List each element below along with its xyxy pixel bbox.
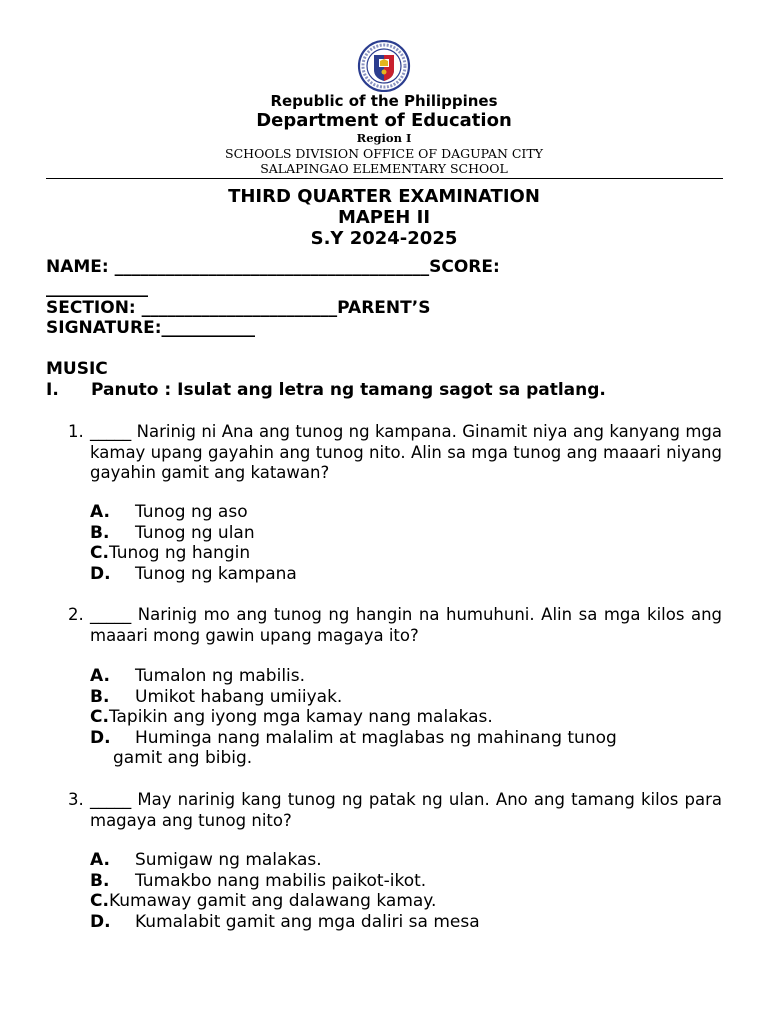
choice-letter: B. xyxy=(90,871,110,891)
section-label: SECTION: xyxy=(46,298,142,318)
choice-text: Umikot habang umiiyak. xyxy=(135,687,343,707)
instruction-text: Panuto : Isulat ang letra ng tamang sagot sa patlang. xyxy=(91,380,606,400)
choice-2d xyxy=(90,728,617,748)
choice-2a xyxy=(90,666,305,686)
signature-blank[interactable]: ___________ xyxy=(161,318,255,338)
name-blank[interactable]: _____________________________________ xyxy=(114,257,430,277)
choice-text: Tunog ng kampana xyxy=(135,564,297,584)
question-1 xyxy=(68,422,722,484)
choice-2c xyxy=(90,707,493,727)
choice-letter: A. xyxy=(90,850,110,870)
choice-2d-continuation: gamit ang bibig. xyxy=(113,748,253,768)
header-divider xyxy=(46,178,723,179)
signature-label: SIGNATURE: xyxy=(46,318,162,338)
choice-3c xyxy=(90,891,436,911)
choice-letter: B. xyxy=(90,523,110,543)
parent-label: PARENT’S xyxy=(337,298,431,318)
question-text: _____ Narinig ni Ana ang tunog ng kampana. Ginamit niya ang kanyang mga kamay upang gayahin ang tunog nito. Alin sa mga tunog ang maaari niyang gayahin gamit ang katawan? xyxy=(90,422,722,482)
name-label: NAME: xyxy=(46,257,115,277)
name-score-line xyxy=(46,257,500,277)
choice-letter: A. xyxy=(90,666,110,686)
exam-school-year: S.Y 2024-2025 xyxy=(310,228,458,249)
division-heading: SCHOOLS DIVISION OFFICE OF DAGUPAN CITY xyxy=(225,146,543,161)
section-parent-line xyxy=(46,298,430,318)
choice-letter: C. xyxy=(90,707,109,727)
score-blank[interactable]: ____________ xyxy=(46,278,148,298)
exam-title: THIRD QUARTER EXAMINATION xyxy=(228,186,540,207)
choice-text: Tunog ng ulan xyxy=(135,523,255,543)
question-2 xyxy=(68,605,722,646)
choice-text: Tumalon ng mabilis. xyxy=(135,666,306,686)
choice-1c xyxy=(90,543,250,563)
choice-1b xyxy=(90,523,255,543)
school-heading: SALAPINGAO ELEMENTARY SCHOOL xyxy=(260,161,508,176)
choice-letter: A. xyxy=(90,502,110,522)
choice-text: Tumakbo nang mabilis paikot-ikot. xyxy=(135,871,427,891)
choice-letter: B. xyxy=(90,687,110,707)
question-number: 1. xyxy=(68,422,84,441)
republic-heading: Republic of the Philippines xyxy=(270,92,498,110)
choice-letter: D. xyxy=(90,564,111,584)
choice-letter: D. xyxy=(90,728,111,748)
choice-text: Huminga nang malalim at maglabas ng mahinang tunog xyxy=(135,728,617,748)
department-heading: Department of Education xyxy=(256,110,512,131)
choice-1d xyxy=(90,564,297,584)
signature-line xyxy=(46,318,255,338)
choice-3a xyxy=(90,850,322,870)
choice-text: Kumalabit gamit ang mga daliri sa mesa xyxy=(135,912,480,932)
section-blank[interactable]: _______________________ xyxy=(141,298,338,318)
deped-seal-icon xyxy=(352,40,416,92)
choice-text: Tapikin ang iyong mga kamay nang malakas. xyxy=(108,707,493,727)
region-heading: Region I xyxy=(356,131,412,145)
choice-letter: D. xyxy=(90,912,111,932)
choice-letter: C. xyxy=(90,543,109,563)
choice-text: Tunog ng hangin xyxy=(108,543,251,563)
choice-letter: C. xyxy=(90,891,109,911)
choice-text: Sumigaw ng malakas. xyxy=(135,850,322,870)
choice-text: Kumaway gamit ang dalawang kamay. xyxy=(108,891,437,911)
choice-3d xyxy=(90,912,480,932)
choice-text: Tunog ng aso xyxy=(135,502,248,522)
roman-numeral: I. xyxy=(46,380,59,400)
exam-subject: MAPEH II xyxy=(337,207,431,228)
question-text: _____ May narinig kang tunog ng patak ng ulan. Ano ang tamang kilos para magaya ang tunog nito? xyxy=(90,790,722,830)
question-number: 2. xyxy=(68,605,84,624)
instruction-line xyxy=(46,380,606,400)
choice-1a xyxy=(90,502,248,522)
question-text: _____ Narinig mo ang tunog ng hangin na humuhuni. Alin sa mga kilos ang maaari mong gawin upang magaya ito? xyxy=(90,605,722,645)
choice-2b xyxy=(90,687,342,707)
choice-3b xyxy=(90,871,426,891)
question-3 xyxy=(68,790,722,831)
question-number: 3. xyxy=(68,790,84,809)
section-name: MUSIC xyxy=(46,359,108,379)
score-label: SCORE: xyxy=(429,257,500,277)
